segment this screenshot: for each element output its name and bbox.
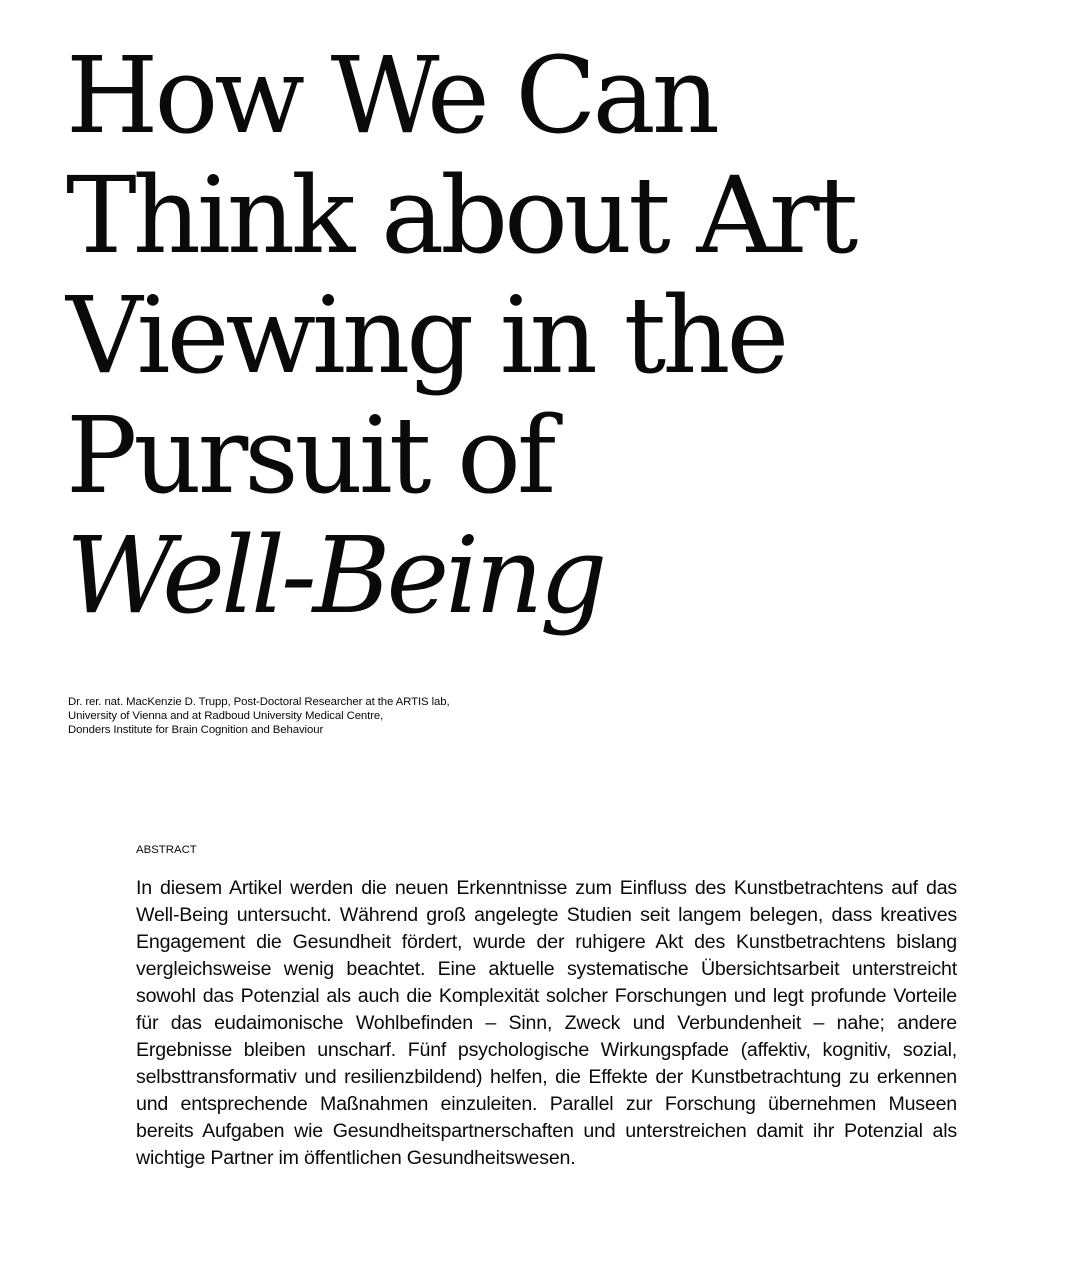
author-line-2: University of Vienna and at Radboud University Medical Centre, [68,710,384,722]
title-line-2: Think about Art [66,154,855,277]
title-line-1: How We Can [66,34,716,157]
title-line-4: Pursuit of [66,394,553,517]
abstract-heading: ABSTRACT [136,844,197,856]
author-line-1: Dr. rer. nat. MacKenzie D. Trupp, Post-Doctoral Researcher at the ARTIS lab, [68,696,450,708]
author-line-3: Donders Institute for Brain Cognition and Behaviour [68,724,324,736]
title-line-italic: Well-Being [66,514,604,637]
author-byline [68,695,450,737]
abstract-body: In diesem Artikel werden die neuen Erkenntnisse zum Einfluss des Kunstbetrachtens auf das Well-Being untersucht. Während groß angelegte Studien seit langem belegen, dass kreatives Engagement die Gesundheit fördert, wurde der ruhigere Akt des Kunstbetrachtens bislang vergleichsweise wenig beachtet. Eine aktuelle systematische Übersichtsarbeit unterstreicht sowohl das Potenzial als auch die Komplexität solcher Forschungen und legt profunde Vorteile für das eudaimonische Wohlbefinden – Sinn, Zweck und Verbundenheit – nahe; andere Ergebnisse bleiben unscharf. Fünf psychologische Wirkungspfade (affektiv, kognitiv, sozial, selbsttransformativ und resilienzbildend) helfen, die Effekte der Kunstbetrachtung zu erkennen und entsprechende Maßnahmen einzuleiten. Parallel zur Forschung übernehmen Museen bereits Aufgaben wie Gesundheitspartnerschaften und unterstreichen damit ihr Potenzial als wichtige Partner im öffentlichen Gesundheitswesen. [136,877,957,1169]
title-line-3: Viewing in the [66,274,786,397]
article-title [66,36,854,636]
